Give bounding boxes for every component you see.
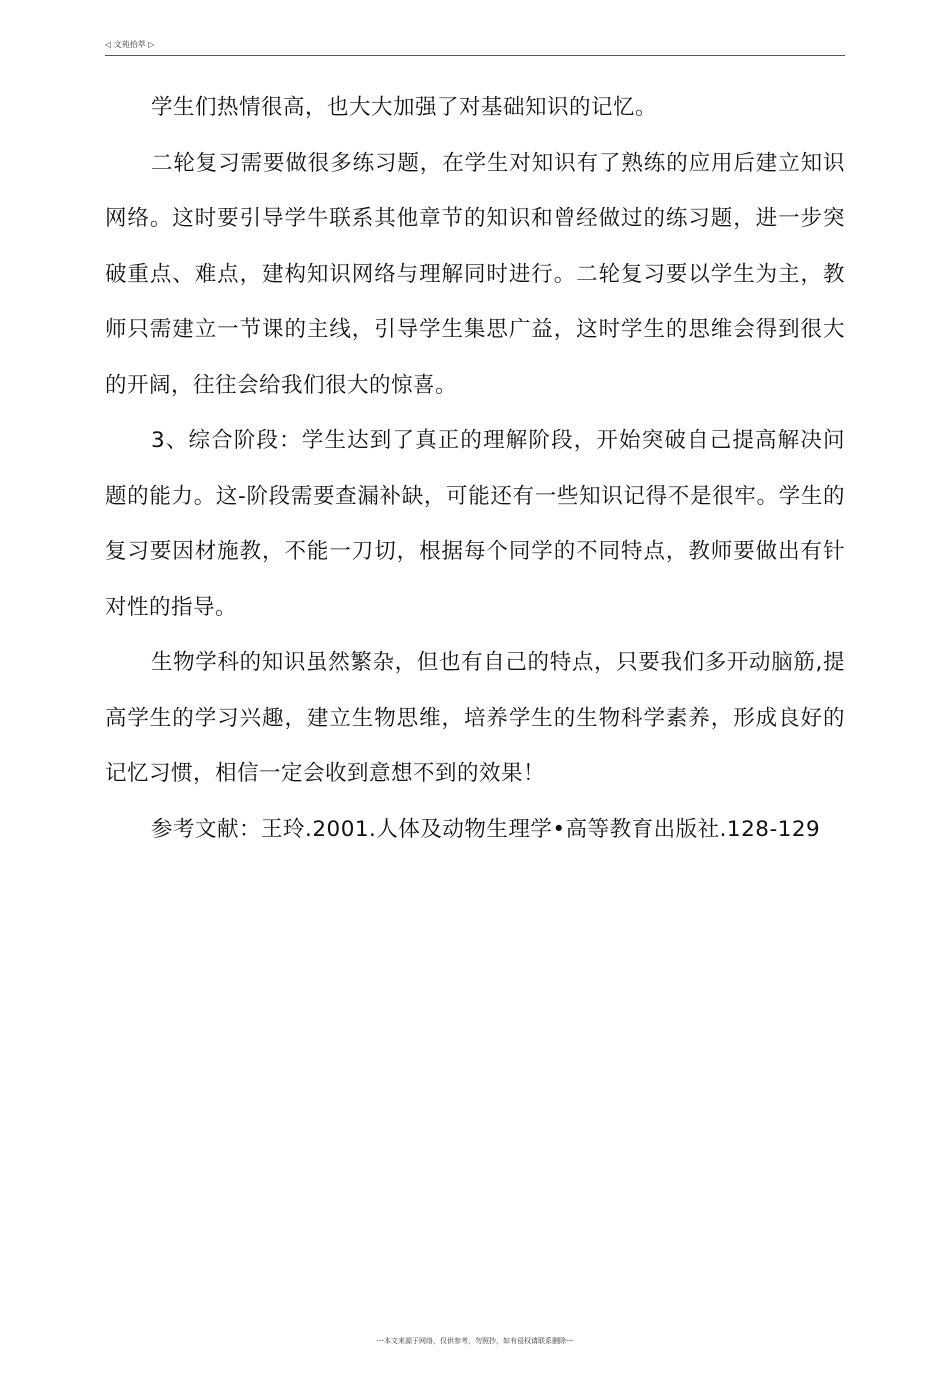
body-paragraph-1: 学生们热情很高，也大大加强了对基础知识的记忆。 xyxy=(151,95,658,120)
body-paragraph-3: 3、综合阶段：学生达到了真正的理解阶段，开始突破自己提高解决问题的能力。这-阶段需要查漏补缺，可能还有一些知识记得不是很牢。学生的复习要因材施教，不能一刀切，根据每个同学的不同特点，教师要做出有针对性的指导。 xyxy=(105,428,845,620)
page-footer-note: ---本文来源于网络，仅供参考，勿照抄，如有侵权请联系删除--- xyxy=(376,1337,574,1345)
page-header xyxy=(105,38,845,56)
reference-line: 参考文献：王玲.2001.人体及动物生理学•高等教育出版社.128-129 xyxy=(151,816,821,842)
header-title: ◁ 文苑拾萃 ▷ xyxy=(105,40,155,49)
body-paragraph-4: 生物学科的知识虽然繁杂，但也有自己的特点，只要我们多开动脑筋,提高学生的学习兴趣，建立生物思维，培养学生的生物科学素养，形成良好的记忆习惯，相信一定会收到意想不到的效果！ xyxy=(105,650,845,786)
document-body xyxy=(105,80,845,857)
body-paragraph-2: 二轮复习需要做很多练习题，在学生对知识有了熟练的应用后建立知识网络。这时要引导学牛联系其他章节的知识和曾经做过的练习题，进一步突破重点、难点，建构知识网络与理解同时进行。二轮复习要以学生为主，教师只需建立一节课的主线，引导学生集思广益，这时学生的思维会得到很大的开阔，往往会给我们很大的惊喜。 xyxy=(105,150,845,398)
